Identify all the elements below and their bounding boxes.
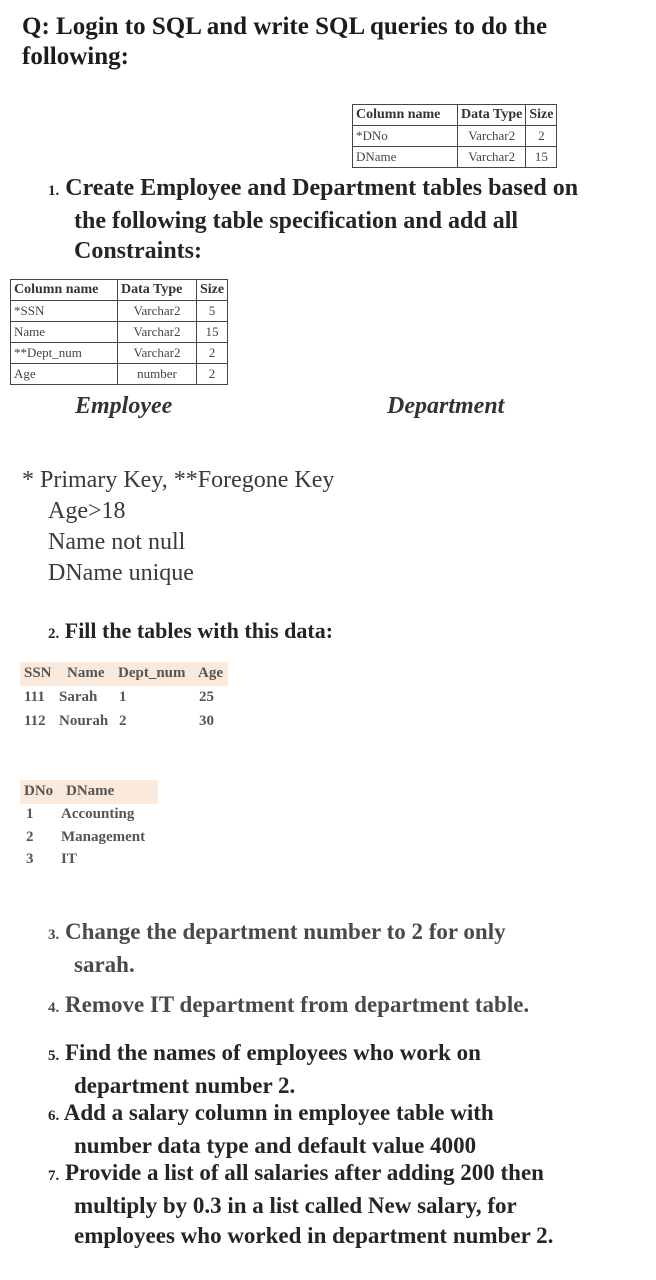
employee-spec-table — [10, 279, 228, 385]
cell-age: 25 — [199, 689, 214, 705]
cell-dname: IT — [61, 851, 77, 867]
cell-type: Varchar2 — [118, 343, 197, 364]
question-6 — [48, 1098, 638, 1161]
table-row — [20, 851, 220, 873]
question-title — [22, 12, 622, 72]
header-dname: DName — [66, 783, 115, 799]
cell-column: Age — [11, 364, 118, 385]
department-caption: Department — [387, 393, 505, 419]
header-name: Name — [67, 665, 105, 681]
cell-dname: Accounting — [61, 806, 135, 822]
question-5-line-2: department number 2. — [74, 1073, 296, 1098]
cell-size: 2 — [197, 343, 228, 364]
question-2 — [48, 618, 333, 644]
cell-type: number — [118, 364, 197, 385]
cell-size: 5 — [197, 301, 228, 322]
age-constraint: Age>18 — [48, 498, 126, 524]
question-5-line-1: Find the names of employees who work on — [65, 1040, 481, 1065]
table-header-row — [353, 105, 557, 126]
keys-note: * Primary Key, **Foregone Key — [22, 467, 335, 493]
cell-name: Sarah — [59, 689, 98, 705]
question-3-line-1: Change the department number to 2 for only — [65, 919, 506, 944]
cell-size: 2 — [197, 364, 228, 385]
employee-data-table — [20, 662, 640, 742]
table-row — [20, 806, 220, 828]
cell-dept: 1 — [119, 689, 127, 705]
table-header-row — [11, 280, 228, 301]
cell-size: 2 — [526, 126, 557, 147]
cell-dname: Management — [61, 829, 146, 845]
header-size: Size — [526, 105, 557, 126]
table-row — [20, 829, 220, 851]
table-header-row — [20, 780, 158, 804]
question-7 — [48, 1158, 648, 1251]
cell-column: *DNo — [353, 126, 458, 147]
table-row — [353, 147, 557, 168]
table-row — [11, 301, 228, 322]
cell-type: Varchar2 — [118, 301, 197, 322]
question-number: 2. — [48, 626, 60, 642]
header-data-type: Data Type — [458, 105, 526, 126]
table-row — [20, 713, 240, 735]
header-column-name: Column name — [353, 105, 458, 126]
table-row — [353, 126, 557, 147]
question-1-line-1: Create Employee and Department tables based on — [65, 175, 579, 201]
question-6-line-2: number data type and default value 4000 — [74, 1133, 477, 1158]
question-1-line-2: the following table specification and add all — [74, 208, 519, 234]
cell-name: Nourah — [59, 713, 109, 729]
dname-constraint: DName unique — [48, 560, 194, 586]
cell-column: Name — [11, 322, 118, 343]
cell-column: **Dept_num — [11, 343, 118, 364]
constraints-list — [22, 465, 334, 589]
question-2-text: Fill the tables with this data: — [64, 618, 334, 643]
question-1 — [48, 173, 638, 266]
department-data-table — [20, 780, 220, 875]
header-dno: DNo — [24, 783, 54, 799]
cell-size: 15 — [197, 322, 228, 343]
title-line-2: following: — [22, 43, 129, 70]
cell-size: 15 — [526, 147, 557, 168]
cell-column: *SSN — [11, 301, 118, 322]
question-7-line-2: multiply by 0.3 in a list called New salary, for — [74, 1193, 517, 1218]
question-7-line-1: Provide a list of all salaries after adding 200 then — [65, 1160, 544, 1185]
question-number: 6. — [48, 1108, 60, 1124]
header-data-type: Data Type — [118, 280, 197, 301]
table-row — [11, 364, 228, 385]
cell-type: Varchar2 — [458, 147, 526, 168]
cell-column: DName — [353, 147, 458, 168]
header-dept-num: Dept_num — [118, 665, 186, 681]
question-3-line-2: sarah. — [74, 952, 135, 977]
cell-type: Varchar2 — [118, 322, 197, 343]
question-number: 4. — [48, 1000, 60, 1016]
question-4-text: Remove IT department from department table. — [65, 992, 530, 1017]
table-row — [20, 689, 240, 711]
header-column-name: Column name — [11, 280, 118, 301]
table-row — [11, 343, 228, 364]
question-3 — [48, 917, 608, 980]
table-header-row — [20, 662, 228, 686]
cell-age: 30 — [199, 713, 214, 729]
table-row — [11, 322, 228, 343]
cell-dept: 2 — [119, 713, 127, 729]
cell-dno: 3 — [26, 851, 34, 867]
question-number: 5. — [48, 1048, 60, 1064]
question-1-line-3: Constraints: — [74, 238, 203, 264]
question-6-line-1: Add a salary column in employee table with — [63, 1100, 494, 1125]
cell-type: Varchar2 — [458, 126, 526, 147]
question-number: 7. — [48, 1168, 60, 1184]
header-size: Size — [197, 280, 228, 301]
cell-ssn: 112 — [24, 713, 46, 729]
employee-caption: Employee — [75, 393, 173, 419]
department-spec-table — [352, 104, 557, 168]
name-constraint: Name not null — [48, 529, 186, 555]
header-age: Age — [198, 665, 223, 681]
question-7-line-3: employees who worked in department number 2. — [74, 1223, 554, 1248]
header-ssn: SSN — [24, 665, 52, 681]
question-number: 1. — [48, 183, 60, 199]
question-number: 3. — [48, 927, 60, 943]
question-4 — [48, 992, 529, 1018]
title-line-1: Q: Login to SQL and write SQL queries to do the — [22, 13, 548, 40]
cell-ssn: 111 — [24, 689, 45, 705]
question-5 — [48, 1038, 638, 1101]
cell-dno: 1 — [26, 806, 34, 822]
cell-dno: 2 — [26, 829, 34, 845]
